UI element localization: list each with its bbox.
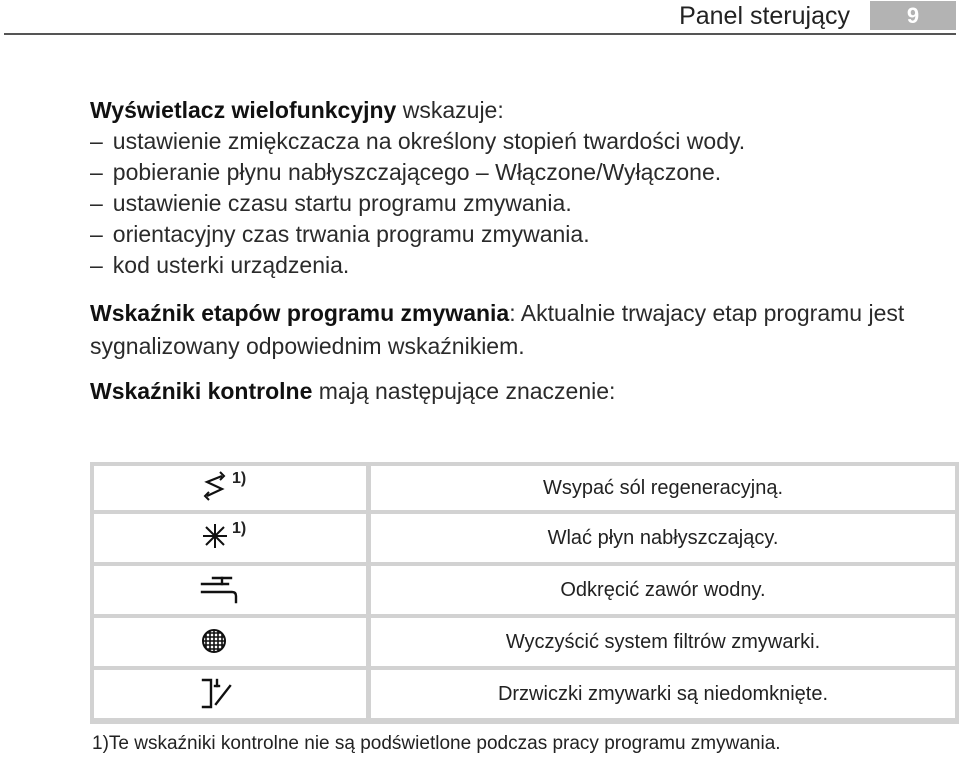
header-title: Panel sterujący	[679, 2, 850, 30]
indicator-table	[90, 462, 959, 724]
control-indicators-text: mają następujące znaczenie:	[312, 378, 616, 404]
table-row	[90, 566, 959, 618]
water-tap-icon	[200, 570, 240, 610]
footnote: 1)Te wskaźniki kontrolne nie są podświetlone podczas pracy programu zmywania.	[92, 733, 781, 754]
rinse-aid-icon	[200, 518, 230, 558]
main-content	[90, 95, 930, 408]
list-item: – ustawienie czasu startu programu zmywania.	[90, 188, 930, 219]
indicator-description: Odkręcić zawór wodny.	[371, 566, 955, 614]
list-item: – orientacyjny czas trwania programu zmywania.	[90, 219, 930, 250]
indicator-icon-cell	[94, 566, 366, 614]
table-row	[90, 462, 959, 514]
table-row	[90, 618, 959, 670]
indicator-icon-cell	[94, 514, 366, 562]
page-number: 9	[870, 1, 956, 30]
footnote-mark: 1)	[232, 470, 247, 487]
list-item: – ustawienie zmiękczacza na określony stopień twardości wody.	[90, 126, 930, 157]
stage-indicator-text: : Aktualnie trwajacy etap programu jest sygnalizowany odpowiednim wskaźnikiem.	[90, 300, 905, 359]
stage-indicator-title: Wskaźnik etapów programu zmywania	[90, 300, 510, 326]
display-section-title: Wyświetlacz wielofunkcyjny	[90, 97, 397, 123]
indicator-icon-cell	[94, 618, 366, 666]
display-section-intro: wskazuje:	[396, 97, 504, 123]
door-open-icon	[200, 674, 240, 714]
list-item: – pobieranie płynu nabłyszczającego – Włączone/Wyłączone.	[90, 157, 930, 188]
filter-icon	[200, 622, 240, 662]
indicator-icon-cell	[94, 466, 366, 510]
table-row	[90, 670, 959, 722]
control-indicators-paragraph	[90, 375, 930, 408]
control-indicators-title: Wskaźniki kontrolne	[90, 378, 313, 404]
indicator-description: Wsypać sól regeneracyjną.	[371, 466, 955, 510]
header-divider	[4, 33, 956, 35]
display-section-heading	[90, 95, 930, 126]
indicator-icon-cell	[94, 670, 366, 718]
footnote-mark: 1)	[232, 520, 247, 537]
list-item: – kod usterki urządzenia.	[90, 250, 930, 281]
stage-indicator-paragraph	[90, 297, 930, 363]
indicator-description: Drzwiczki zmywarki są niedomknięte.	[371, 670, 955, 718]
indicator-description: Wyczyścić system filtrów zmywarki.	[371, 618, 955, 666]
display-feature-list	[90, 126, 930, 281]
table-row	[90, 514, 959, 566]
page-header	[0, 0, 960, 34]
indicator-description: Wlać płyn nabłyszczający.	[371, 514, 955, 562]
salt-icon	[200, 468, 230, 508]
